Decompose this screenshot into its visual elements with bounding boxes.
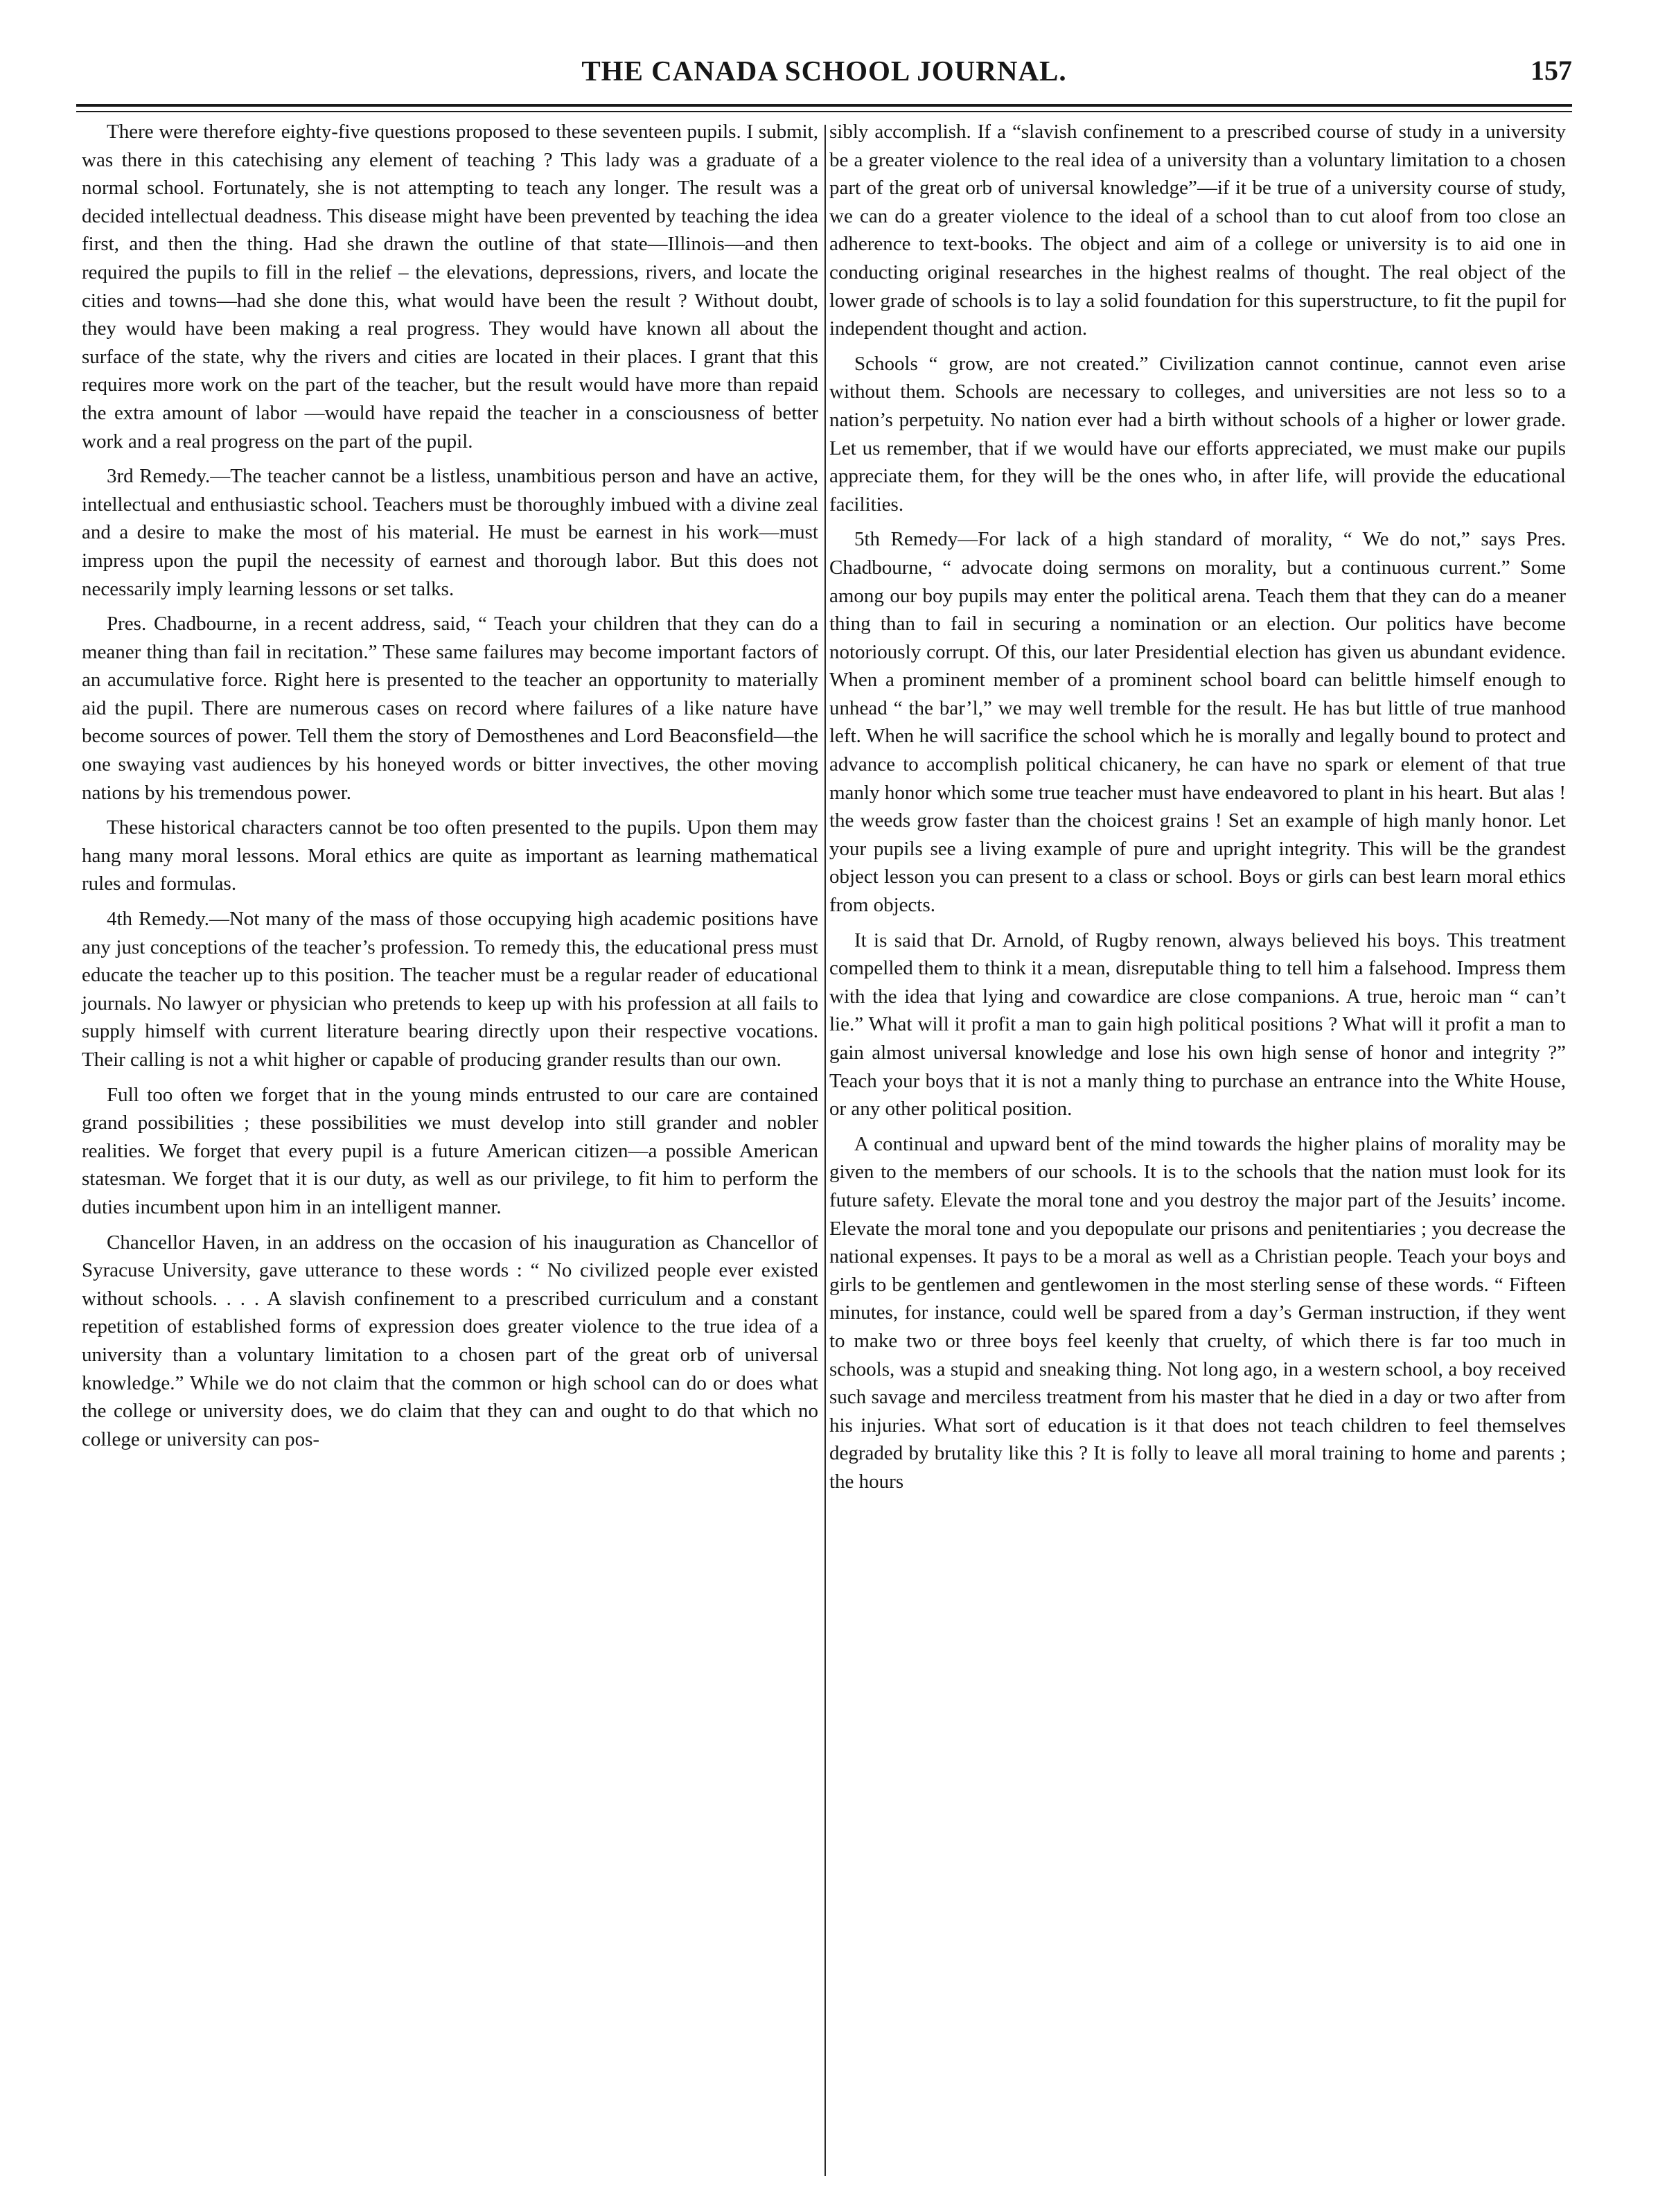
paragraph: Pres. Chadbourne, in a recent address, said, “ Teach your children that they can do a meaner thing than fail in recitation.” These same failures may become important factors of an accumulative force. Right here is presented to the teacher an opportunity to materially aid the pupil. There are numerous cases on record where failures of a like nature have become sources of power. Tell them the story of Demosthenes and Lord Beaconsfield—the one swaying vast audiences by his honeyed words or bitter invectives, the other moving nations by his tremendous power. bbox=[82, 613, 818, 804]
paragraph: Full too often we forget that in the young minds entrusted to our care are contained grand possibilities ; these possibilities we must develop into still grander and nobler realities. We forget that every pupil is a future American citizen—a possible American statesman. We forget that it is our duty, as well as our privilege, to fit him to perform the duties incumbent upon him in an intelligent manner. bbox=[82, 1083, 818, 1218]
page-number: 157 bbox=[1531, 55, 1572, 86]
left-column bbox=[82, 118, 818, 1460]
paragraph: Chancellor Haven, in an address on the occasion of his inauguration as Chancellor of Syracuse University, gave utterance to these words : “ No civilized people ever existed without schools. . . . A slavish confinement to a prescribed curriculum and a constant repetition of established forms of expression does greater violence to the true idea of a university than a voluntary limitation to a chosen part of the great orb of universal knowledge.” While we do not claim that the common or high school can do or does what the college or university does, we do claim that they can and ought to do that which no college or university can pos- bbox=[82, 1231, 818, 1450]
header-rule-thin bbox=[76, 111, 1572, 112]
column-divider bbox=[824, 125, 826, 2176]
paragraph: It is said that Dr. Arnold, of Rugby renown, always believed his boys. This treatment compelled them to think it a mean, disreputable thing to tell him a falsehood. Impress them with the idea that lying and cowardice are close companions. A true, heroic man “ can’t lie.” What will it profit a man to gain high political positions ? What will it profit a man to gain almost universal knowledge and lose his own high sense of honor and integrity ?” Teach your boys that it is not a manly thing to purchase an entrance into the White House, or any other political position. bbox=[829, 929, 1566, 1121]
paragraph: 4th Remedy.—Not many of the mass of those occupying high academic positions have any just conceptions of the teacher’s profession. To remedy this, the educational press must educate the teacher up to this position. The teacher must be a regular reader of educational journals. No lawyer or physician who pretends to keep up with his profession at all fails to supply himself with current literature bearing directly upon their respective vocations. Their calling is not a whit higher or capable of producing grander results than our own. bbox=[82, 908, 818, 1071]
paragraph: sibly accomplish. If a “slavish confinement to a prescribed course of study in a university be a greater violence to the real idea of a university than a voluntary limitation to a chosen part of the great orb of universal knowledge”—if it be true of a university course of study, we can do a greater violence to the ideal of a school than to cut aloof from too close an adherence to text-books. The object and aim of a college or university is to aid one in conducting original researches in the highest realms of thought. The real object of the lower grade of schools is to lay a solid foundation for this superstructure, to fit the pupil for independent thought and action. bbox=[829, 121, 1566, 340]
journal-title: THE CANADA SCHOOL JOURNAL. bbox=[581, 55, 1067, 87]
header-rule-thick bbox=[76, 104, 1572, 107]
paragraph: Schools “ grow, are not created.” Civilization cannot continue, cannot even arise without them. Schools are necessary to colleges, and universities are not less so to a nation’s perpetuity. No nation ever had a birth without schools of a higher or lower grade. Let us remember, that if we would have our efforts appreciated, we must make our pupils appreciate them, for they will be the ones who, in after life, will provide the educational facilities. bbox=[829, 352, 1566, 516]
paragraph: These historical characters cannot be too often presented to the pupils. Upon them may hang many moral lessons. Moral ethics are quite as important as learning mathematical rules and formulas. bbox=[82, 816, 818, 895]
paragraph: There were therefore eighty-five questions proposed to these seventeen pupils. I submit, was there in this catechising any element of teaching ? This lady was a graduate of a normal school. Fortunately, she is not attempting to teach any longer. The result was a decided intellectual deadness. This disease might have been prevented by teaching the idea first, and then the thing. Had she drawn the outline of that state—Illinois—and then required the pupils to fill in the relief – the elevations, depressions, rivers, and locate the cities and towns—had she done this, what would have been the result ? Without doubt, they would have been making a real progress. They would have known all about the surface of the state, why the rivers and cities are located in their places. I grant that this requires more work on the part of the teacher, but the result would have more than repaid the extra amount of labor —would have repaid the teacher in a consciousness of better work and a real progress on the part of the pupil. bbox=[82, 121, 818, 453]
paragraph: A continual and upward bent of the mind towards the higher plains of morality may be given to the members of our schools. It is to the schools that the nation must look for its future safety. Elevate the moral tone and you destroy the major part of the Jesuits’ income. Elevate the moral tone and you depopulate our prisons and penitentiaries ; you decrease the national expenses. It pays to be a moral as well as a Christian people. Teach your boys and girls to be gentlemen and gentlewomen in the most sterling sense of these words. “ Fifteen minutes, for instance, could well be spared from a day’s German instruction, if they went to make two or three boys feel keenly that cruelty, of which there is far too much in schools, was a stupid and sneaking thing. Not long ago, in a western school, a boy received such savage and merciless treatment from his master that he died in a day or two after from his injuries. What sort of education is it that does not teach children to feel themselves degraded by brutality like this ? It is folly to leave all moral training to home and parents ; the hours bbox=[829, 1132, 1566, 1493]
paragraph: 5th Remedy—For lack of a high standard of morality, “ We do not,” says Pres. Chadbourne, “ advocate doing sermons on morality, but a continuous current.” Some among our boy pupils may enter the political arena. Teach them that they can do a meaner thing than to fail in securing a nomination or an election. Our politics have become notoriously corrupt. Of this, our later Presidential election has given us abundant evidence. When a prominent member of a prominent school board can belittle himself enough to unhead “ the bar’l,” we may well tremble for the result. He has but little of true manhood left. When he will sacrifice the school which he is morally and legally bound to protect and advance to accomplish political chicanery, he can have no spark or element of that true manly honor which some true teacher must have endeavored to plant in his heart. But alas ! the weeds grow faster than the choicest grains ! Set an example of high manly honor. Let your pupils see a living example of pure and upright integrity. This will be the grandest object lesson you can present to a class or school. Boys or girls can best learn moral ethics from objects. bbox=[829, 528, 1566, 917]
running-head bbox=[76, 54, 1572, 96]
paragraph: 3rd Remedy.—The teacher cannot be a listless, unambitious person and have an active, intellectual and enthusiastic school. Teachers must be thoroughly imbued with a divine zeal and a desire to make the most of his material. He must be earnest in his work—must impress upon the pupil the necessity of earnest and thorough labor. But this does not necessarily imply learning lessons or set talks. bbox=[82, 465, 818, 600]
right-column bbox=[829, 118, 1566, 1503]
